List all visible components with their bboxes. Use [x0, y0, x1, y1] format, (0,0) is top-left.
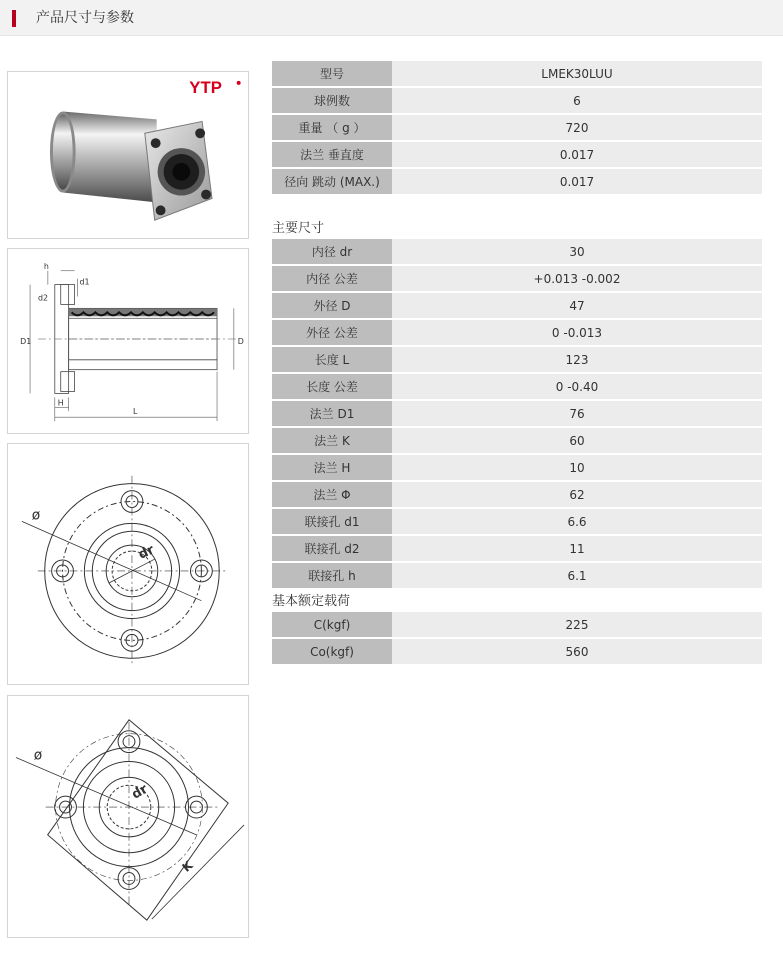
spec-key: 法兰 K — [272, 428, 392, 453]
load-rating-heading: 基本额定载荷 — [272, 594, 351, 609]
load-rating-table — [272, 610, 762, 666]
main-dimensions-heading: 主要尺寸 — [272, 221, 325, 236]
spec-key: 法兰 垂直度 — [272, 142, 392, 167]
table-row — [272, 115, 762, 140]
spec-value: 6.6 — [392, 509, 762, 534]
section-title: 产品尺寸与参数 — [36, 10, 134, 26]
spec-value: 76 — [392, 401, 762, 426]
spec-value: 560 — [392, 639, 762, 664]
label-phi: ø — [31, 507, 41, 524]
label-phi: ø — [33, 747, 43, 764]
table-row — [272, 401, 762, 426]
spec-key: 型号 — [272, 61, 392, 86]
spec-key: 内径 公差 — [272, 266, 392, 291]
spec-key: 联接孔 d1 — [272, 509, 392, 534]
label-L: L — [132, 407, 138, 417]
spec-value: LMEK30LUU — [392, 61, 762, 86]
table-row — [272, 239, 762, 264]
table-row — [272, 482, 762, 507]
spec-value: 0 -0.013 — [392, 320, 762, 345]
table-row — [272, 142, 762, 167]
table-row — [272, 455, 762, 480]
spec-key: C(kgf) — [272, 612, 392, 637]
label-D: D — [237, 336, 244, 346]
table-row — [272, 563, 762, 588]
table-row — [272, 347, 762, 372]
spec-key: 球例数 — [272, 88, 392, 113]
spec-value: 10 — [392, 455, 762, 480]
general-spec-table — [272, 59, 762, 196]
spec-value: 30 — [392, 239, 762, 264]
square-flange-drawing — [7, 695, 249, 938]
round-flange-drawing — [7, 443, 249, 685]
spec-key: Co(kgf) — [272, 639, 392, 664]
table-row — [272, 639, 762, 664]
spec-value: 0.017 — [392, 142, 762, 167]
spec-value: 225 — [392, 612, 762, 637]
table-row — [272, 374, 762, 399]
spec-key: 法兰 Φ — [272, 482, 392, 507]
spec-value: 60 — [392, 428, 762, 453]
spec-value: 6 — [392, 88, 762, 113]
spec-value: 123 — [392, 347, 762, 372]
ytp-logo: YTP — [189, 77, 222, 97]
label-K: K — [179, 858, 196, 875]
table-row — [272, 88, 762, 113]
table-row — [272, 612, 762, 637]
label-D1: D1 — [20, 336, 32, 346]
spec-key: 重量 （ g ） — [272, 115, 392, 140]
spec-key: 法兰 H — [272, 455, 392, 480]
main-dimensions-table — [272, 237, 762, 590]
spec-value: 0.017 — [392, 169, 762, 194]
spec-value: 720 — [392, 115, 762, 140]
table-row — [272, 61, 762, 86]
spec-key: 法兰 D1 — [272, 401, 392, 426]
spec-key: 联接孔 h — [272, 563, 392, 588]
section-header — [0, 0, 783, 36]
spec-key: 外径 D — [272, 293, 392, 318]
table-row — [272, 266, 762, 291]
spec-value: 62 — [392, 482, 762, 507]
label-d1: d1 — [79, 277, 90, 287]
label-d2: d2 — [37, 293, 49, 303]
label-H: H — [57, 398, 64, 408]
spec-key: 长度 L — [272, 347, 392, 372]
label-h: h — [43, 261, 49, 271]
label-dr: dr — [136, 542, 157, 563]
spec-key: 联接孔 d2 — [272, 536, 392, 561]
label-dr: dr — [129, 781, 151, 803]
side-section-drawing — [7, 248, 249, 434]
spec-key: 内径 dr — [272, 239, 392, 264]
header-accent-bar — [12, 10, 16, 27]
table-row — [272, 169, 762, 194]
table-row — [272, 509, 762, 534]
table-row — [272, 428, 762, 453]
spec-key: 长度 公差 — [272, 374, 392, 399]
spec-key: 外径 公差 — [272, 320, 392, 345]
spec-value: 47 — [392, 293, 762, 318]
spec-value: 0 -0.40 — [392, 374, 762, 399]
table-row — [272, 536, 762, 561]
table-row — [272, 320, 762, 345]
product-photo — [7, 71, 249, 239]
spec-value: 6.1 — [392, 563, 762, 588]
spec-value: 11 — [392, 536, 762, 561]
spec-key: 径向 跳动 (MAX.) — [272, 169, 392, 194]
table-row — [272, 293, 762, 318]
spec-value: +0.013 -0.002 — [392, 266, 762, 291]
